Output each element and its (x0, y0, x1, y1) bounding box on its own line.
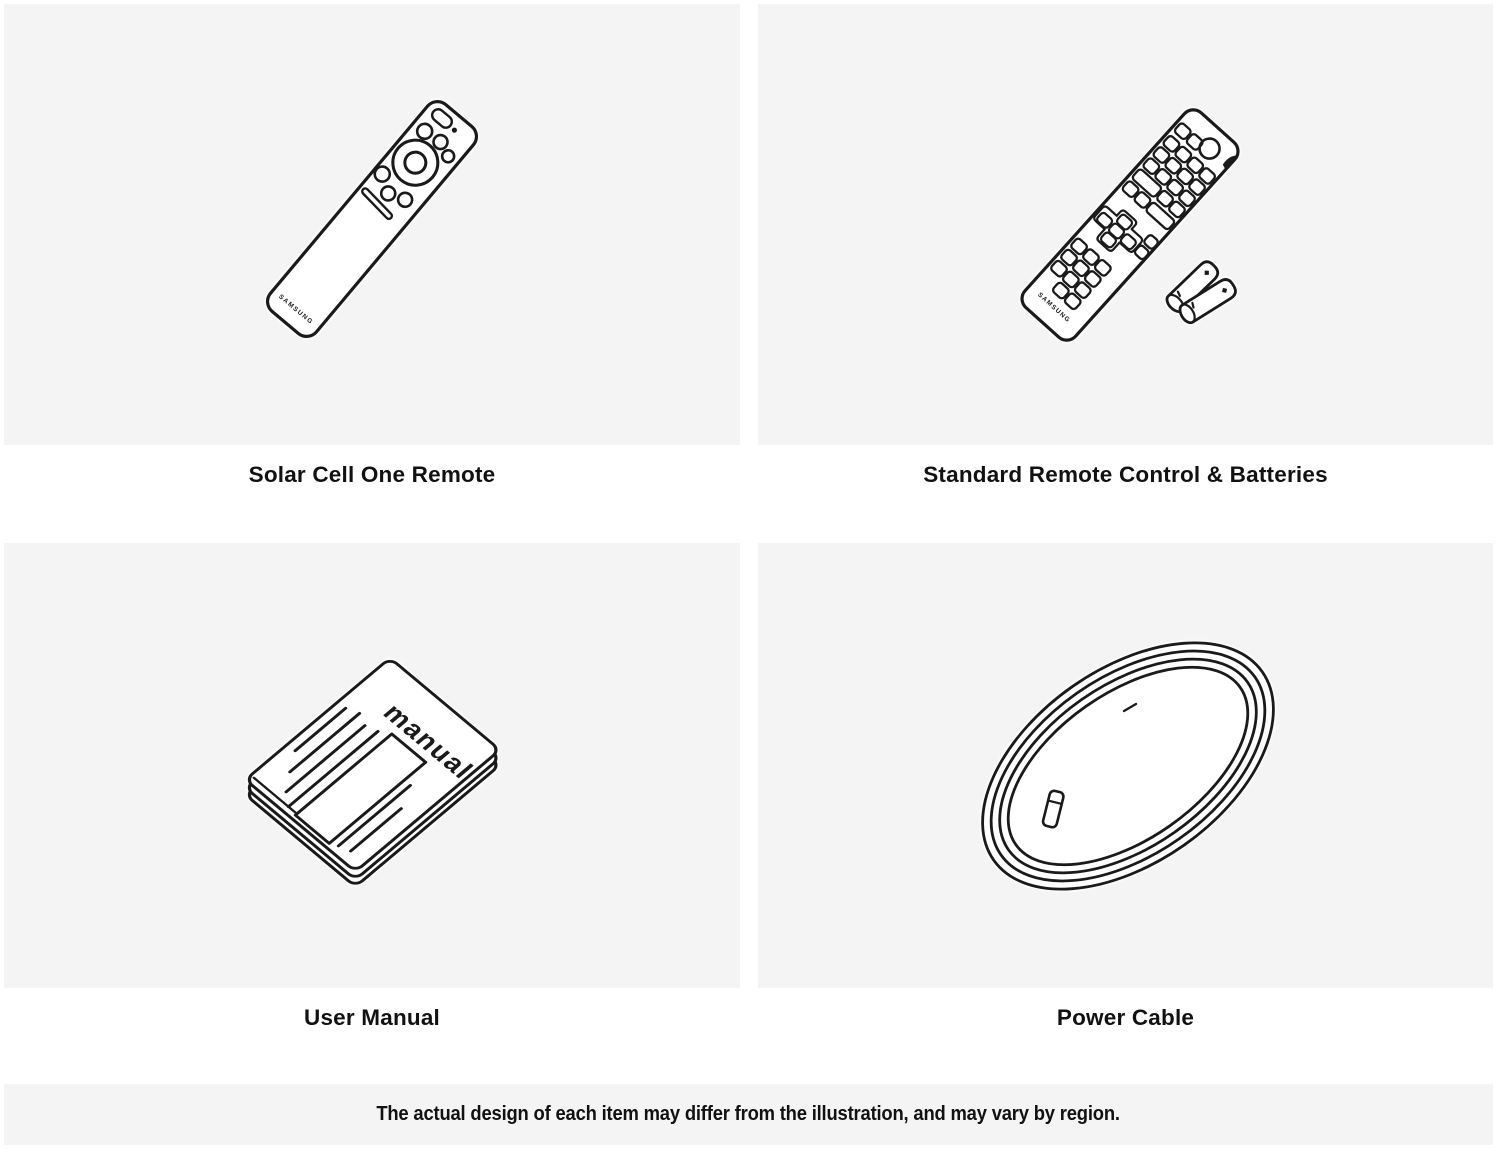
panel-user-manual (4, 543, 740, 988)
label-solar-remote: Solar Cell One Remote (248, 462, 496, 487)
manual-cover-text: manual (377, 698, 480, 785)
standard-remote-brand-text: SAMSUNG (1036, 291, 1072, 325)
solar-remote-illustration (4, 4, 740, 445)
standard-remote-icon (758, 4, 1493, 445)
label-standard-remote: Standard Remote Control & Batteries (923, 462, 1328, 487)
solar-remote-brand-text: SAMSUNG (277, 293, 315, 327)
panel-standard-remote (758, 4, 1493, 445)
panel-power-cable (758, 543, 1493, 988)
power-cable-icon (758, 543, 1493, 988)
solar-remote-icon (4, 4, 740, 445)
disclaimer-text: The actual design of each item may differ from the illustration, and may vary by region. (376, 1103, 1121, 1125)
cable-coil (938, 592, 1318, 939)
power-cable-illustration (758, 543, 1493, 988)
batteries-icon (1164, 259, 1239, 326)
label-power-cable: Power Cable (1056, 1005, 1195, 1030)
user-manual-icon (4, 543, 740, 988)
caption-band (4, 1084, 1493, 1145)
user-manual-illustration (4, 543, 740, 988)
label-user-manual: User Manual (304, 1005, 440, 1030)
standard-remote-illustration (758, 4, 1493, 445)
panel-solar-remote (4, 4, 740, 445)
